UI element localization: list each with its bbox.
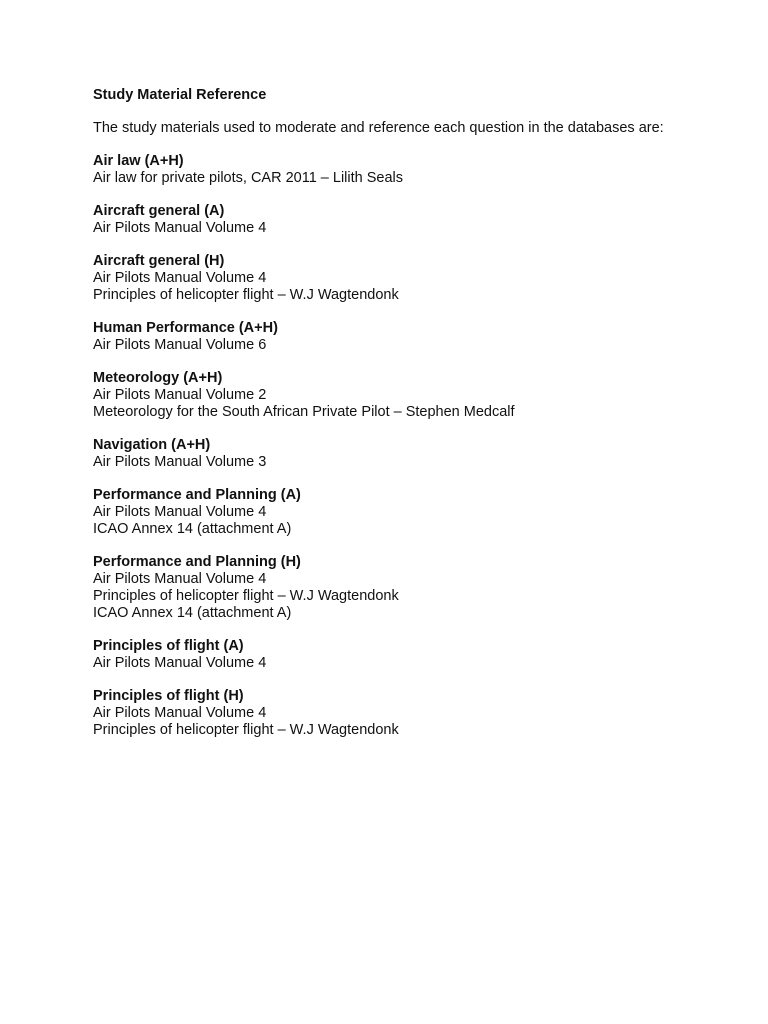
section-heading: Principles of flight (A) [93, 638, 244, 654]
reference-line: Air Pilots Manual Volume 6 [93, 337, 267, 353]
reference-line: Air Pilots Manual Volume 4 [93, 270, 267, 286]
reference-line: Air Pilots Manual Volume 4 [93, 220, 267, 236]
reference-line: ICAO Annex 14 (attachment A) [93, 605, 292, 621]
reference-line: Principles of helicopter flight – W.J Wagtendonk [93, 588, 399, 604]
section-navigation [93, 437, 713, 471]
section-human-performance [93, 320, 713, 354]
reference-line: Air Pilots Manual Volume 4 [93, 571, 267, 587]
reference-line: Air Pilots Manual Volume 2 [93, 387, 267, 403]
section-air-law [93, 153, 713, 187]
section-heading: Navigation (A+H) [93, 437, 211, 453]
section-aircraft-general-a [93, 203, 713, 237]
reference-line: Principles of helicopter flight – W.J Wagtendonk [93, 722, 399, 738]
reference-line: Air Pilots Manual Volume 4 [93, 504, 267, 520]
section-heading: Performance and Planning (H) [93, 554, 301, 570]
reference-line: Meteorology for the South African Private Pilot – Stephen Medcalf [93, 404, 515, 420]
intro-paragraph: The study materials used to moderate and reference each question in the databases are: [93, 120, 664, 136]
section-heading: Principles of flight (H) [93, 688, 244, 704]
section-aircraft-general-h [93, 253, 713, 304]
section-heading: Aircraft general (H) [93, 253, 225, 269]
section-meteorology [93, 370, 713, 421]
section-heading: Aircraft general (A) [93, 203, 225, 219]
reference-line: Air Pilots Manual Volume 3 [93, 454, 267, 470]
document-title: Study Material Reference [93, 87, 267, 103]
section-performance-planning-a [93, 487, 713, 538]
section-heading: Performance and Planning (A) [93, 487, 301, 503]
section-performance-planning-h [93, 554, 713, 622]
reference-line: Air Pilots Manual Volume 4 [93, 655, 267, 671]
reference-line: Principles of helicopter flight – W.J Wagtendonk [93, 287, 399, 303]
section-heading: Human Performance (A+H) [93, 320, 278, 336]
section-principles-of-flight-h [93, 688, 713, 739]
section-principles-of-flight-a [93, 638, 713, 672]
reference-line: Air Pilots Manual Volume 4 [93, 705, 267, 721]
reference-line: Air law for private pilots, CAR 2011 – Lilith Seals [93, 170, 404, 186]
reference-line: ICAO Annex 14 (attachment A) [93, 521, 292, 537]
section-heading: Air law (A+H) [93, 153, 184, 169]
section-heading: Meteorology (A+H) [93, 370, 223, 386]
document-page [93, 87, 713, 739]
